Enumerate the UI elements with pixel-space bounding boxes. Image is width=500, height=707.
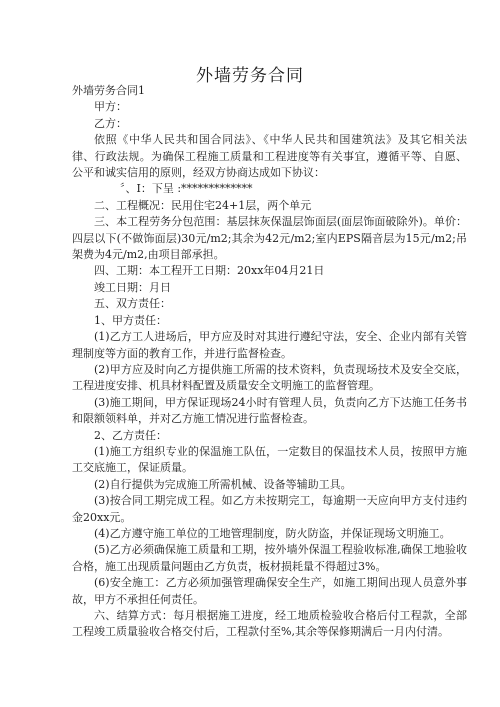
contract-subtitle: 外墙劳务合同1 — [72, 84, 145, 97]
document-title: 外墙劳务合同 — [196, 66, 304, 86]
party-b-duty-1: (1)施工方组织专业的保温施工队伍，一定数目的保温技术人员，按照甲方施工交底施工，保证质量。 — [72, 444, 467, 475]
document-body — [72, 83, 467, 641]
preamble-paragraph: 依照《中华人民共和国合同法》、《中华人民共和国建筑法》及其它相关法律、行政法规。为确保工程施工质量和工程进度等有关事宜，遵循平等、自愿、公平和诚实信用的原则，经双方协商达成如下协议： — [72, 133, 467, 180]
clause-1-line: 〞、I：下呈 :************* — [120, 182, 253, 196]
party-b-duties-heading: 2、乙方责任： — [94, 428, 167, 442]
clause-3-scope: 三、本工程劳务分包范围：基层抹灰保温层饰面层(面层饰面破除外)。单价：四层以下(不做饰面层)30元/m2;其余为42元/m2;室内EPS隔音层为15元/m2;吊架费为4元/m2,由项目部承担。 — [72, 215, 467, 262]
clause-4-start-date: 四、工期：本工程开工日期：20xx年04月21日 — [94, 264, 325, 278]
clause-6-settlement: 六、结算方式：每月根据施工进度，经工地质检验收合格后付工程款，全部工程竣工质量验收合格交付后，工程款付至%,其余等保修期满后一月内付清。 — [72, 609, 467, 639]
party-a-duty-3: (3)施工期间，甲方保证现场24小时有管理人员，负责向乙方下达施工任务书和限额领料单，并对乙方施工情况进行监督检查。 — [72, 395, 467, 426]
party-b-duty-4: (4)乙方遵守施工单位的工地管理制度，防火防盗，并保证现场文明施工。 — [94, 526, 451, 540]
party-b-duty-5: (5)乙方必须确保施工质量和工期，按外墙外保温工程验收标准,确保工地验收合格，施工出现质量问题由乙方负责，板材损耗量不得超过3%。 — [72, 543, 467, 573]
clause-2-overview: 二、工程概况：民用住宅24+1层，两个单元 — [94, 198, 312, 212]
party-b-duty-6: (6)安全施工：乙方必须加强管理确保安全生产，如施工期间出现人员意外事故，甲方不承担任何责任。 — [72, 576, 467, 606]
clause-5-heading: 五、双方责任： — [94, 297, 171, 311]
party-b-line: 乙方： — [94, 116, 127, 130]
clause-4-end-date: 竣工日期：月日 — [94, 280, 171, 294]
party-a-line: 甲方： — [94, 100, 127, 114]
party-a-duties-heading: 1、甲方责任： — [94, 313, 167, 327]
party-b-duty-3: (3)按合同工期完成工程。如乙方未按期完工，每逾期一天应向甲方支付违约金20xx元。 — [72, 494, 467, 524]
party-b-duty-2: (2)自行提供为完成施工所需机械、设备等辅助工具。 — [94, 477, 352, 491]
party-a-duty-2: (2)甲方应及时向乙方提供施工所需的技术资料，负责现场技术及安全交底，工程进度安排、机具材料配置及质量安全文明施工的监督管理。 — [72, 362, 467, 393]
party-a-duty-1: (1)乙方工人进场后，甲方应及时对其进行遵纪守法，安全、企业内部有关管理制度等方面的教育工作，并进行监督检查。 — [72, 330, 467, 360]
